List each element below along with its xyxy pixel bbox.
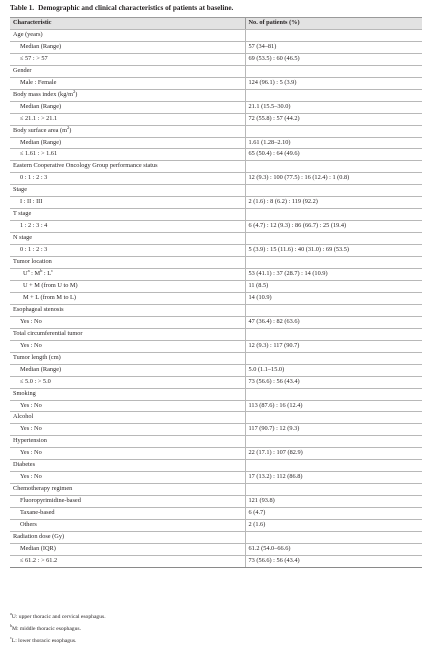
cell-label: Diabetes [13, 461, 36, 469]
cell-value: 57 (34–81) [245, 41, 422, 53]
header-characteristic: Characteristic [10, 18, 245, 30]
section-row [10, 209, 422, 221]
table-row [10, 472, 422, 484]
cell-value: 6 (4.7) : 12 (9.3) : 86 (66.7) : 25 (19.4) [245, 221, 422, 233]
cell-label-part: : M [29, 270, 41, 278]
unit-superscript: 2 [67, 125, 70, 130]
cell-value: 2 (1.6) [245, 520, 422, 532]
table-row [10, 496, 422, 508]
table-row [10, 555, 422, 567]
cell-value [245, 209, 422, 221]
cell-label: Chemotherapy regimen [13, 485, 73, 493]
cell-value: 124 (96.1) : 5 (3.9) [245, 77, 422, 89]
cell-characteristic [10, 161, 245, 173]
section-row [10, 328, 422, 340]
section-row [10, 257, 422, 269]
section-row [10, 89, 422, 101]
cell-label: Median (Range) [20, 365, 62, 373]
cell-label: Body surface area (m [13, 126, 68, 134]
cell-label: Taxane-based [20, 509, 55, 517]
section-row [10, 125, 422, 137]
table-row [10, 316, 422, 328]
cell-value: 1.61 (1.28–2.10) [245, 137, 422, 149]
section-row [10, 531, 422, 543]
cell-label: 0 : 1 : 2 : 3 [20, 246, 48, 254]
cell-label: U + M (from U to M) [23, 281, 78, 289]
cell-label: Fluoropyrimidine-based [20, 497, 81, 505]
section-row [10, 412, 422, 424]
section-row [10, 161, 422, 173]
superscript-marker: a [27, 268, 30, 273]
cell-characteristic [10, 460, 245, 472]
cell-value [245, 233, 422, 245]
cell-characteristic [10, 197, 245, 209]
cell-characteristic [10, 543, 245, 555]
cell-value: 12 (9.3) : 100 (77.5) : 16 (12.4) : 1 (0.8) [245, 173, 422, 185]
cell-label: Yes : No [20, 473, 42, 481]
cell-label: Tumor location [13, 258, 52, 266]
header-no-of-patients: No. of patients (%) [245, 18, 422, 30]
cell-value [245, 352, 422, 364]
cell-label: Esophageal stenosis [13, 305, 64, 313]
footnote-mark: a [10, 611, 12, 617]
cell-characteristic [10, 400, 245, 412]
cell-label: T stage [13, 210, 32, 218]
table-row [10, 340, 422, 352]
cell-characteristic [10, 520, 245, 532]
cell-characteristic [10, 209, 245, 221]
cell-value: 5 (3.9) : 15 (11.6) : 40 (31.0) : 69 (53.5) [245, 245, 422, 257]
cell-value: 17 (13.2) : 112 (86.8) [245, 472, 422, 484]
cell-label: Median (Range) [20, 102, 62, 110]
cell-label: I : II : III [20, 198, 43, 206]
characteristics-table [10, 17, 422, 568]
section-row [10, 436, 422, 448]
cell-characteristic [10, 137, 245, 149]
section-row [10, 304, 422, 316]
cell-characteristic [10, 245, 245, 257]
cell-characteristic [10, 233, 245, 245]
cell-characteristic [10, 173, 245, 185]
cell-label: ≤ 5.0 : > 5.0 [20, 377, 51, 385]
cell-value: 6 (4.7) [245, 508, 422, 520]
cell-characteristic [10, 149, 245, 161]
table-row [10, 269, 422, 281]
cell-characteristic [10, 424, 245, 436]
cell-value: 69 (53.5) : 60 (46.5) [245, 53, 422, 65]
table-row [10, 520, 422, 532]
cell-value: 65 (50.4) : 64 (49.6) [245, 149, 422, 161]
cell-value: 121 (93.8) [245, 496, 422, 508]
cell-label: Median (Range) [20, 138, 62, 146]
cell-characteristic [10, 388, 245, 400]
cell-characteristic [10, 53, 245, 65]
cell-label: Gender [13, 66, 32, 74]
cell-value [245, 484, 422, 496]
footnote [10, 635, 106, 647]
table-row [10, 101, 422, 113]
section-row [10, 460, 422, 472]
cell-value [245, 161, 422, 173]
table-row [10, 280, 422, 292]
footnote-text: L: lower thoracic esophagus. [11, 638, 77, 645]
cell-characteristic [10, 508, 245, 520]
cell-characteristic [10, 436, 245, 448]
cell-value [245, 436, 422, 448]
cell-label: Yes : No [20, 341, 42, 349]
footnote-mark: c [10, 635, 12, 641]
cell-characteristic [10, 472, 245, 484]
footnote [10, 611, 106, 623]
cell-characteristic [10, 257, 245, 269]
table-row [10, 173, 422, 185]
table-caption [10, 4, 233, 12]
cell-characteristic [10, 221, 245, 233]
cell-label: Hypertension [13, 437, 47, 445]
cell-characteristic [10, 448, 245, 460]
cell-label: Radiation dose (Gy) [13, 532, 65, 540]
cell-value: 22 (17.1) : 107 (82.9) [245, 448, 422, 460]
table-footnotes [10, 611, 106, 648]
cell-label: Tumor length (cm) [13, 353, 61, 361]
table-row [10, 376, 422, 388]
cell-value [245, 185, 422, 197]
cell-value [245, 65, 422, 77]
footnote-text: M: middle thoracic esophagus. [12, 626, 81, 633]
footnote-text: U: upper thoracic and cervical esophagus. [11, 614, 106, 620]
cell-characteristic [10, 29, 245, 41]
table-row [10, 113, 422, 125]
section-row [10, 484, 422, 496]
cell-label: N stage [13, 234, 33, 242]
cell-label-part: U [23, 270, 28, 278]
footnote-mark: b [10, 623, 12, 629]
section-row [10, 29, 422, 41]
cell-label: Yes : No [20, 449, 42, 457]
cell-characteristic [10, 65, 245, 77]
table-row [10, 245, 422, 257]
table-caption-label: Table 1. [10, 4, 35, 12]
cell-value: 113 (87.6) : 16 (12.4) [245, 400, 422, 412]
cell-characteristic [10, 376, 245, 388]
cell-value: 12 (9.3) : 117 (90.7) [245, 340, 422, 352]
table-body [10, 29, 422, 567]
cell-label: ≤ 61.2 : > 61.2 [20, 556, 58, 564]
cell-characteristic [10, 328, 245, 340]
cell-label: Body mass index (kg/m [13, 90, 73, 98]
cell-value: 21.1 (15.5–30.0) [245, 101, 422, 113]
cell-label: M + L (from M to L) [23, 293, 76, 301]
cell-label: Alcohol [13, 413, 34, 421]
cell-characteristic [10, 496, 245, 508]
table-row [10, 77, 422, 89]
cell-label-part: : L [42, 270, 52, 278]
table-row [10, 364, 422, 376]
cell-label: 0 : 1 : 2 : 3 [20, 174, 48, 182]
cell-value: 11 (8.5) [245, 280, 422, 292]
cell-characteristic [10, 280, 245, 292]
cell-characteristic [10, 364, 245, 376]
table-row [10, 292, 422, 304]
cell-characteristic [10, 484, 245, 496]
cell-characteristic [10, 41, 245, 53]
cell-label: Median (Range) [20, 42, 62, 50]
cell-label: Male : Female [20, 78, 57, 86]
cell-value: 72 (55.8) : 57 (44.2) [245, 113, 422, 125]
cell-label: Yes : No [20, 425, 42, 433]
cell-value: 73 (56.6) : 56 (43.4) [245, 376, 422, 388]
cell-value: 117 (90.7) : 12 (9.3) [245, 424, 422, 436]
table-caption-text: Demographic and clinical characteristics of patients at baseline. [38, 4, 234, 12]
cell-value: 73 (56.6) : 56 (43.4) [245, 555, 422, 567]
cell-value [245, 89, 422, 101]
superscript-marker: b [40, 268, 43, 273]
cell-characteristic [10, 101, 245, 113]
cell-characteristic [10, 125, 245, 137]
table-row [10, 53, 422, 65]
table-row [10, 508, 422, 520]
cell-characteristic [10, 185, 245, 197]
table-header-row [10, 18, 422, 30]
cell-value: 53 (41.1) : 37 (28.7) : 14 (10.9) [245, 269, 422, 281]
cell-label: ≤ 57 : > 57 [20, 54, 48, 62]
cell-label: 1 : 2 : 3 : 4 [20, 222, 48, 230]
cell-value [245, 328, 422, 340]
cell-characteristic [10, 316, 245, 328]
cell-value [245, 29, 422, 41]
cell-value [245, 257, 422, 269]
cell-characteristic [10, 352, 245, 364]
cell-label: ≤ 1.61 : > 1.61 [20, 150, 58, 158]
cell-value: 61.2 (54.0–66.6) [245, 543, 422, 555]
cell-value [245, 412, 422, 424]
cell-label: Others [20, 521, 37, 529]
cell-characteristic [10, 77, 245, 89]
cell-label-after: ) [75, 90, 78, 98]
cell-label: Stage [13, 186, 27, 194]
section-row [10, 185, 422, 197]
cell-value: 2 (1.6) : 8 (6.2) : 119 (92.2) [245, 197, 422, 209]
cell-label: Eastern Cooperative Oncology Group performance status [13, 162, 158, 170]
cell-value [245, 531, 422, 543]
cell-label: Total circumferential tumor [13, 329, 83, 337]
section-row [10, 388, 422, 400]
cell-label-after: ) [69, 126, 72, 134]
cell-value [245, 304, 422, 316]
table-row [10, 137, 422, 149]
cell-characteristic [10, 531, 245, 543]
cell-label: Yes : No [20, 317, 42, 325]
cell-label: Smoking [13, 389, 36, 397]
table-row [10, 400, 422, 412]
cell-characteristic [10, 555, 245, 567]
cell-value: 14 (10.9) [245, 292, 422, 304]
cell-value [245, 388, 422, 400]
cell-value: 47 (36.4) : 82 (63.6) [245, 316, 422, 328]
cell-label: Yes : No [20, 401, 42, 409]
footnote [10, 623, 106, 635]
cell-characteristic [10, 292, 245, 304]
unit-superscript: 2 [73, 89, 76, 94]
cell-characteristic [10, 340, 245, 352]
cell-label: Age (years) [13, 30, 43, 38]
table-row [10, 424, 422, 436]
section-row [10, 65, 422, 77]
cell-label: Median (IQR) [20, 544, 56, 552]
section-row [10, 352, 422, 364]
cell-label: ≤ 21.1 : > 21.1 [20, 114, 58, 122]
cell-value: 5.0 (1.1–15.0) [245, 364, 422, 376]
cell-characteristic [10, 113, 245, 125]
table-row [10, 448, 422, 460]
cell-characteristic [10, 412, 245, 424]
superscript-marker: c [51, 268, 54, 273]
section-row [10, 233, 422, 245]
table-row [10, 221, 422, 233]
cell-characteristic [10, 269, 245, 281]
cell-value [245, 460, 422, 472]
table-row [10, 149, 422, 161]
table-row [10, 197, 422, 209]
table-row [10, 543, 422, 555]
cell-value [245, 125, 422, 137]
cell-characteristic [10, 89, 245, 101]
cell-characteristic [10, 304, 245, 316]
table-row [10, 41, 422, 53]
